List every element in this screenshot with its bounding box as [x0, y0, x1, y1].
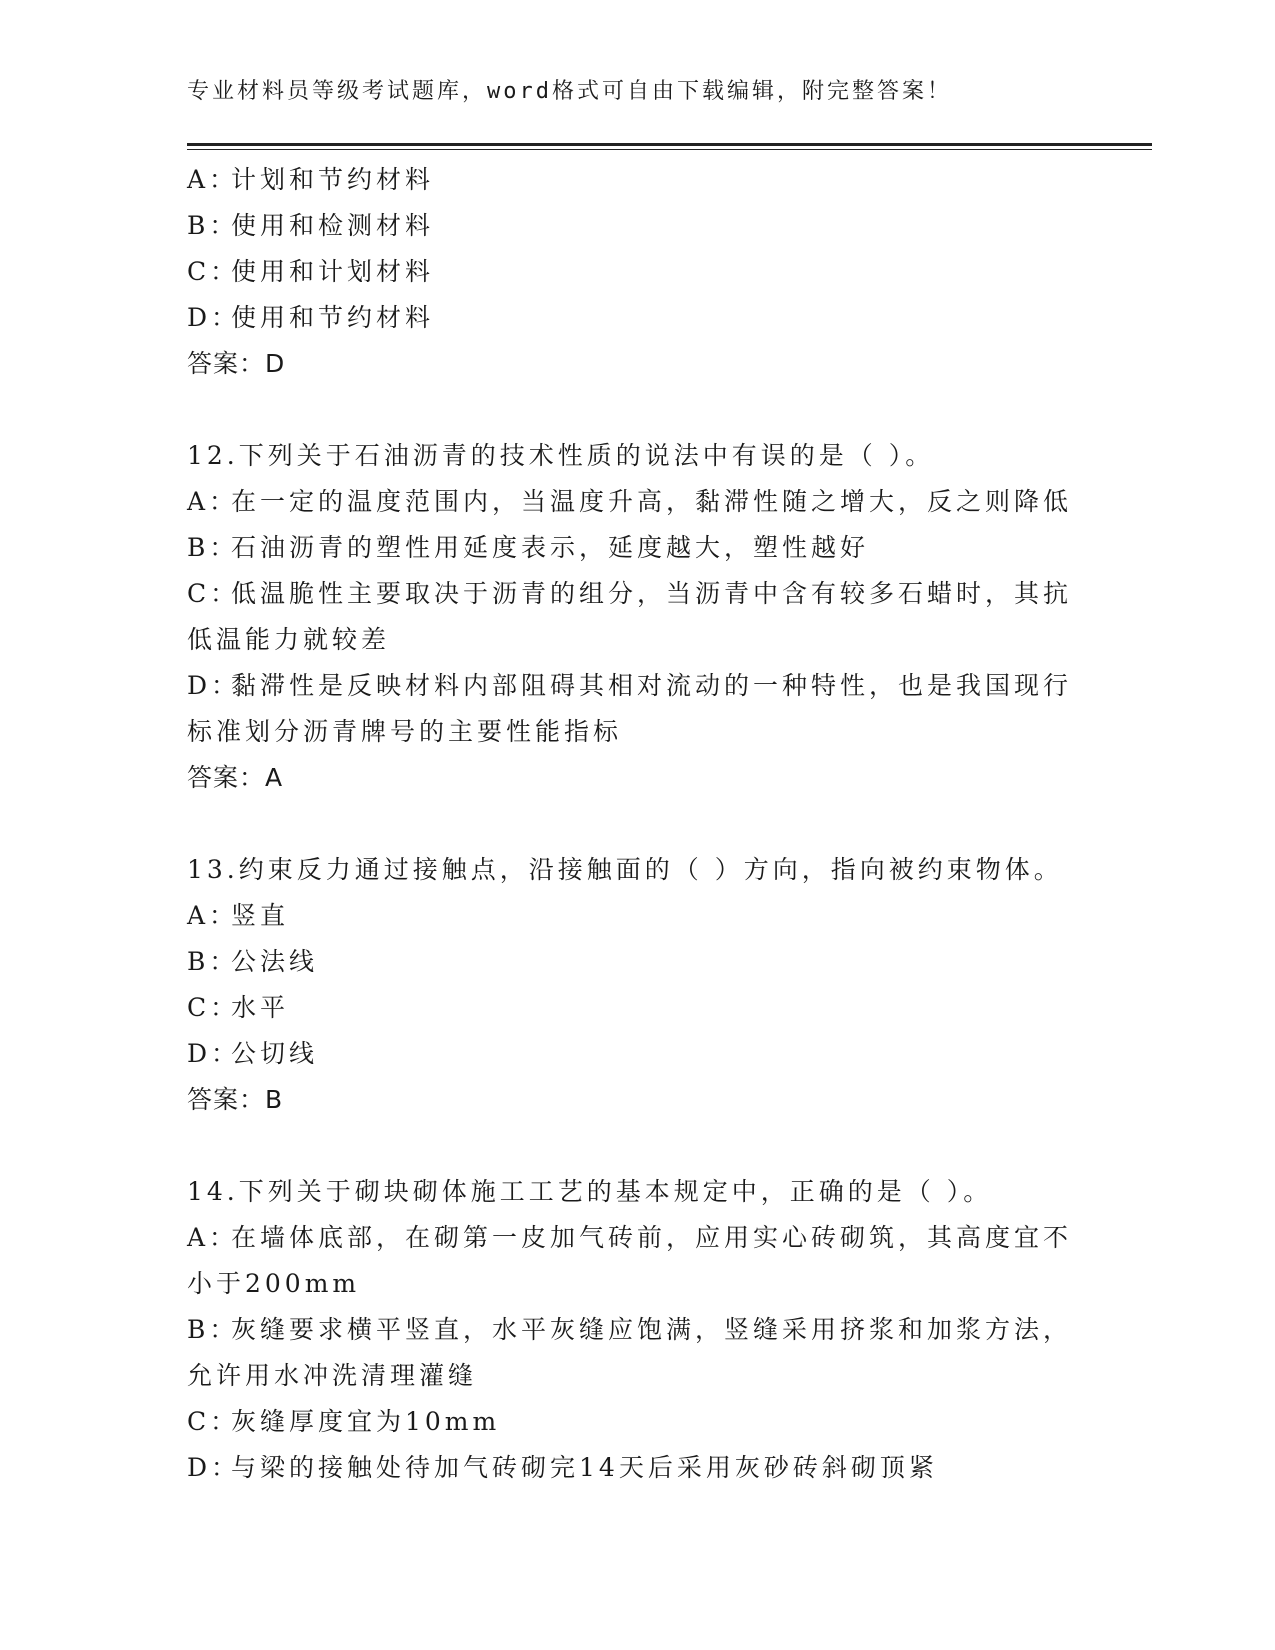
- question-11: [187, 157, 1087, 387]
- spacer: [187, 387, 1087, 433]
- option-a: A：竖直: [187, 901, 290, 930]
- header-rule-thin: [187, 149, 1152, 150]
- option-c: C：水平: [187, 993, 290, 1022]
- option-b: B：使用和检测材料: [187, 211, 435, 240]
- option-d: D：使用和节约材料: [187, 303, 435, 332]
- option-b: B：石油沥青的塑性用延度表示，延度越大，塑性越好: [187, 533, 870, 562]
- option-d: D：黏滞性是反映材料内部阻碍其相对流动的一种特性，也是我国现行: [187, 671, 1073, 700]
- option-b: B：公法线: [187, 947, 319, 976]
- header-rule: [187, 143, 1152, 146]
- option-d: D：公切线: [187, 1039, 319, 1068]
- option-d: D：与梁的接触处待加气砖砌完14天后采用灰砂砖斜砌顶紧: [187, 1453, 938, 1482]
- option-c: C：低温脆性主要取决于沥青的组分，当沥青中含有较多石蜡时，其抗: [187, 579, 1073, 608]
- option-c: C：使用和计划材料: [187, 257, 435, 286]
- option-c-continuation: 低温能力就较差: [187, 625, 391, 654]
- spacer: [187, 801, 1087, 847]
- page-header: 专业材料员等级考试题库，word格式可自由下载编辑，附完整答案！: [187, 79, 952, 104]
- spacer: [187, 1123, 1087, 1169]
- option-a: A：在墙体底部，在砌第一皮加气砖前，应用实心砖砌筑，其高度宜不: [187, 1223, 1073, 1252]
- option-a: A：计划和节约材料: [187, 165, 435, 194]
- option-c: C：灰缝厚度宜为10mm: [187, 1407, 501, 1436]
- answer: 答案：D: [187, 349, 286, 378]
- question-text: 12.下列关于石油沥青的技术性质的说法中有误的是（ ）。: [187, 441, 935, 470]
- question-12: [187, 433, 1087, 801]
- question-13: [187, 847, 1087, 1123]
- question-text: 13.约束反力通过接触点，沿接触面的（ ）方向，指向被约束物体。: [187, 855, 1063, 884]
- option-a: A：在一定的温度范围内，当温度升高，黏滞性随之增大，反之则降低: [187, 487, 1073, 516]
- answer: 答案：A: [187, 763, 284, 792]
- option-b-continuation: 允许用水冲洗清理灌缝: [187, 1361, 478, 1390]
- question-content: [187, 157, 1087, 1491]
- option-d-continuation: 标准划分沥青牌号的主要性能指标: [187, 717, 623, 746]
- answer: 答案：B: [187, 1085, 284, 1114]
- option-a-continuation: 小于200mm: [187, 1269, 361, 1298]
- option-b: B：灰缝要求横平竖直，水平灰缝应饱满，竖缝采用挤浆和加浆方法，: [187, 1315, 1073, 1344]
- question-text: 14.下列关于砌块砌体施工工艺的基本规定中，正确的是（ ）。: [187, 1177, 993, 1206]
- question-14: [187, 1169, 1087, 1491]
